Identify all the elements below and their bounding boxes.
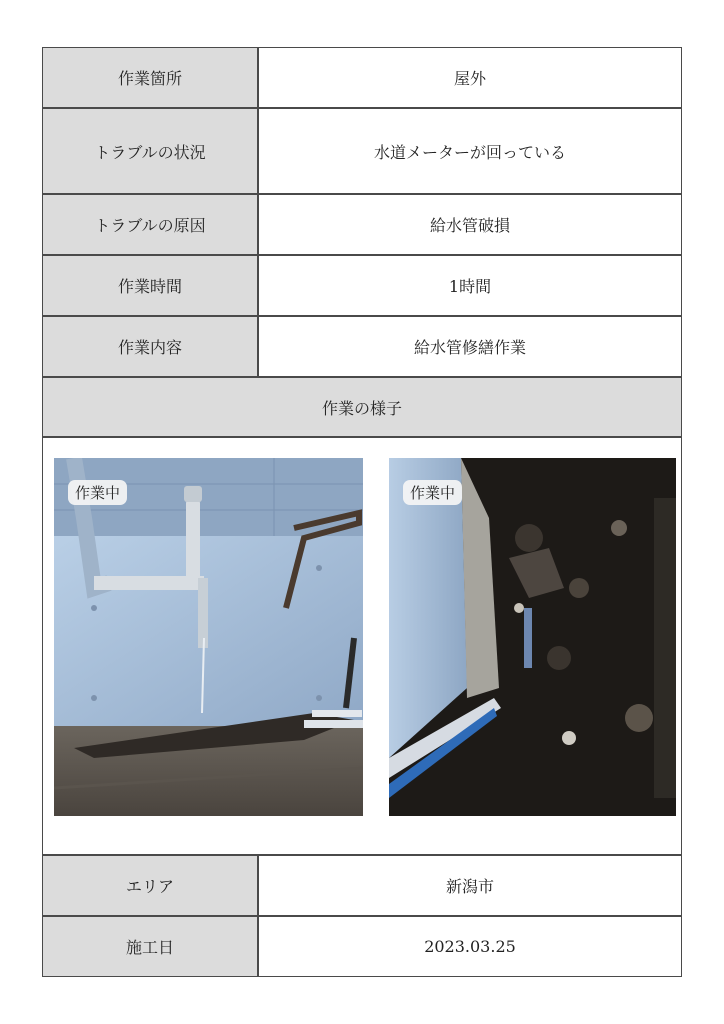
row-area bbox=[43, 856, 681, 917]
photo-excavation bbox=[389, 458, 676, 816]
construction-date-value: 2023.03.25 bbox=[259, 917, 681, 976]
work-location-value: 屋外 bbox=[259, 48, 681, 107]
trouble-cause-label: トラブルの原因 bbox=[43, 195, 259, 254]
photo-wall-pipe-badge: 作業中 bbox=[68, 480, 127, 505]
photo-wall-pipe-image bbox=[54, 458, 363, 816]
row-trouble-cause bbox=[43, 195, 681, 256]
trouble-cause-value: 給水管破損 bbox=[259, 195, 681, 254]
trouble-status-label: トラブルの状況 bbox=[43, 109, 259, 193]
photo-excavation-badge: 作業中 bbox=[403, 480, 462, 505]
construction-date-label: 施工日 bbox=[43, 917, 259, 976]
area-value: 新潟市 bbox=[259, 856, 681, 915]
row-work-time bbox=[43, 256, 681, 317]
photo-wall-pipe bbox=[54, 458, 363, 816]
row-work-content bbox=[43, 317, 681, 378]
work-report-sheet bbox=[42, 47, 682, 977]
row-work-location bbox=[43, 48, 681, 109]
photo-excavation-image bbox=[389, 458, 676, 816]
photo-area bbox=[43, 438, 681, 856]
area-label: エリア bbox=[43, 856, 259, 915]
work-time-value: 1時間 bbox=[259, 256, 681, 315]
trouble-status-value: 水道メーターが回っている bbox=[259, 109, 681, 193]
work-time-label: 作業時間 bbox=[43, 256, 259, 315]
row-trouble-status bbox=[43, 109, 681, 195]
work-location-label: 作業箇所 bbox=[43, 48, 259, 107]
work-content-value: 給水管修繕作業 bbox=[259, 317, 681, 376]
work-content-label: 作業内容 bbox=[43, 317, 259, 376]
section-title: 作業の様子 bbox=[43, 378, 681, 438]
row-construction-date bbox=[43, 917, 681, 976]
